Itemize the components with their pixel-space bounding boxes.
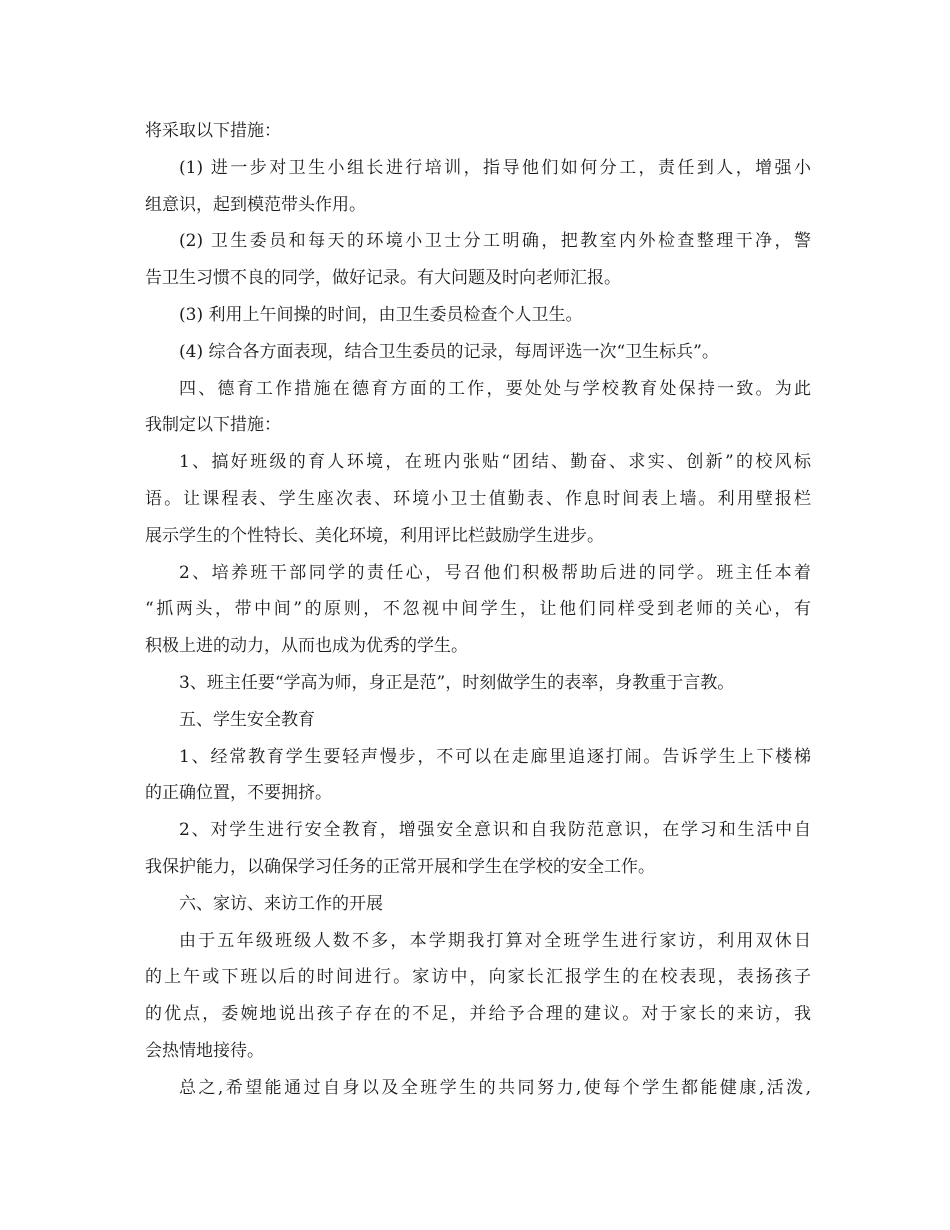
text-line: 组意识，起到模范带头作用。 — [145, 194, 366, 215]
text-line: 我制定以下措施： — [145, 415, 281, 436]
text-line: 五、学生安全教育 — [179, 709, 315, 730]
text-line: 告卫生习惯不良的同学，做好记录。有大问题及时向老师汇报。 — [145, 268, 621, 289]
text-line: 展示学生的个性特长、美化环境，利用评比栏鼓励学生进步。 — [145, 525, 604, 546]
text-line: 2、培养班干部同学的责任心，号召他们积极帮助后进的同学。班主任本着 — [179, 562, 811, 583]
text-line: “抓两头，带中间”的原则，不忽视中间学生，让他们同样受到老师的关心，有 — [145, 599, 811, 620]
text-line: (3) 利用上午间操的时间，由卫生委员检查个人卫生。 — [179, 304, 583, 325]
text-line: 1、搞好班级的育人环境，在班内张贴“团结、勤奋、求实、创新”的校风标 — [179, 452, 811, 473]
text-line: 2、对学生进行安全教育，增强安全意识和自我防范意识，在学习和生活中自 — [179, 820, 811, 841]
text-line: 总之,希望能通过自身以及全班学生的共同努力,使每个学生都能健康,活泼, — [179, 1077, 811, 1098]
text-line: 1、经常教育学生要轻声慢步，不可以在走廊里追逐打闹。告诉学生上下楼梯 — [179, 746, 811, 767]
text-line: 会热情地接待。 — [145, 1040, 264, 1061]
text-line: 由于五年级班级人数不多，本学期我打算对全班学生进行家访，利用双休日 — [179, 930, 811, 951]
text-line: 将采取以下措施： — [145, 121, 281, 141]
text-line: (2) 卫生委员和每天的环境小卫士分工明确，把教室内外检查整理干净，警 — [179, 231, 811, 252]
text-line: 3、班主任要“学高为师，身正是范”，时刻做学生的表率，身教重于言教。 — [179, 672, 735, 693]
text-line: 我保护能力，以确保学习任务的正常开展和学生在学校的安全工作。 — [145, 856, 655, 877]
text-line: 积极上进的动力，从而也成为优秀的学生。 — [145, 636, 468, 657]
text-line: 六、家访、来访工作的开展 — [179, 893, 383, 914]
text-line: (1) 进一步对卫生小组长进行培训，指导他们如何分工，责任到人，增强小 — [179, 157, 811, 178]
document-body — [145, 113, 811, 1107]
text-line: 语。让课程表、学生座次表、环境小卫士值勤表、作息时间表上墙。利用壁报栏 — [145, 488, 811, 509]
text-line: (4) 综合各方面表现，结合卫生委员的记录，每周评选一次“卫生标兵”。 — [179, 341, 719, 362]
text-line: 四、德育工作措施在德育方面的工作，要处处与学校教育处保持一致。为此 — [179, 378, 811, 399]
text-line: 的正确位置，不要拥挤。 — [145, 783, 332, 804]
text-line: 的优点，委婉地说出孩子存在的不足，并给予合理的建议。对于家长的来访，我 — [145, 1004, 811, 1025]
text-line: 的上午或下班以后的时间进行。家访中，向家长汇报学生的在校表现，表扬孩子 — [145, 967, 811, 988]
